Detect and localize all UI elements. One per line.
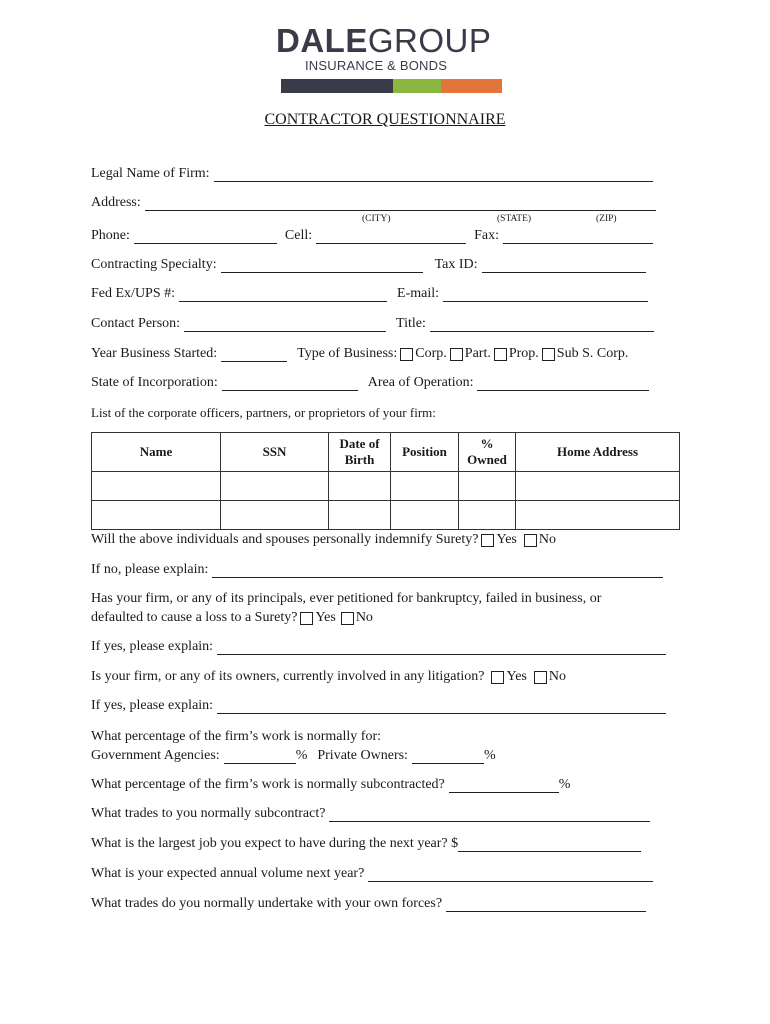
table-row xyxy=(92,501,680,530)
fedex-field[interactable] xyxy=(179,288,387,302)
table-cell[interactable] xyxy=(516,472,680,501)
own-forces-field[interactable] xyxy=(446,898,646,912)
contact-label: Contact Person: xyxy=(91,316,181,331)
litigation-yes-label: Yes xyxy=(506,669,527,684)
contact-row xyxy=(91,316,654,332)
contact-field[interactable] xyxy=(184,318,386,332)
bankruptcy-explain-field[interactable] xyxy=(217,641,666,655)
specialty-field[interactable] xyxy=(221,259,423,273)
cell-label: Cell: xyxy=(284,228,313,243)
legal-name-label: Legal Name of Firm: xyxy=(91,166,210,181)
tax-id-field[interactable] xyxy=(482,259,646,273)
indemnify-no-checkbox[interactable] xyxy=(524,534,537,547)
operation-area-label: Area of Operation: xyxy=(367,375,474,390)
table-cell[interactable] xyxy=(459,501,516,530)
subcontracted-percent: % xyxy=(558,777,571,792)
litigation-no-label: No xyxy=(548,669,566,684)
prop-label: Prop. xyxy=(508,346,539,361)
litigation-no-checkbox[interactable] xyxy=(534,671,547,684)
business-type-row xyxy=(91,346,628,362)
address-field[interactable] xyxy=(145,197,656,211)
indemnify-question: Will the above individuals and spouses personally indemnify Surety? xyxy=(91,532,479,547)
phone-row xyxy=(91,228,653,244)
private-label: Private Owners: xyxy=(317,748,408,763)
government-percent: % xyxy=(295,748,308,763)
year-started-field[interactable] xyxy=(221,348,287,362)
header-dob-text: Date of Birth xyxy=(339,436,380,467)
logo-bar-orange xyxy=(441,79,502,93)
own-forces-question: What trades do you normally undertake with your own forces? xyxy=(91,896,443,911)
business-type-label: Type of Business: xyxy=(297,346,398,361)
largest-job-row xyxy=(91,836,641,852)
percentage-row xyxy=(91,748,496,764)
address-row xyxy=(91,195,656,211)
email-field[interactable] xyxy=(443,288,648,302)
litigation-explain-label: If yes, please explain: xyxy=(91,698,214,713)
header-dob xyxy=(329,433,391,472)
bankruptcy-explain-label: If yes, please explain: xyxy=(91,639,214,654)
table-cell[interactable] xyxy=(221,472,329,501)
city-label: (CITY) xyxy=(362,214,391,224)
if-no-label: If no, please explain: xyxy=(91,562,209,577)
logo-word-bold: DALE xyxy=(276,22,368,59)
officers-intro: List of the corporate officers, partners, or proprietors of your firm: xyxy=(91,405,436,420)
header-owned xyxy=(459,433,516,472)
table-cell[interactable] xyxy=(391,472,459,501)
subcontracted-row xyxy=(91,777,570,793)
contact-title-field[interactable] xyxy=(430,318,654,332)
sub-s-corp-checkbox[interactable] xyxy=(542,348,555,361)
contact-title-label: Title: xyxy=(396,316,426,331)
table-cell[interactable] xyxy=(329,501,391,530)
incorporation-label: State of Incorporation: xyxy=(91,375,218,390)
bankruptcy-no-checkbox[interactable] xyxy=(341,612,354,625)
specialty-row xyxy=(91,257,646,273)
incorporation-row xyxy=(91,375,649,391)
largest-job-field[interactable] xyxy=(458,838,641,852)
fedex-row xyxy=(91,286,648,302)
bankruptcy-explain-row xyxy=(91,639,666,655)
percentage-intro: What percentage of the firm’s work is normally for: xyxy=(91,729,382,744)
logo-bar-green xyxy=(393,79,442,93)
officers-intro-row xyxy=(91,405,436,421)
header-name: Name xyxy=(92,433,221,472)
government-field[interactable] xyxy=(224,750,296,764)
zip-label: (ZIP) xyxy=(596,214,617,224)
indemnify-row xyxy=(91,532,556,548)
prop-checkbox[interactable] xyxy=(494,348,507,361)
litigation-yes-checkbox[interactable] xyxy=(491,671,504,684)
state-label: (STATE) xyxy=(497,214,532,224)
logo-word-regular: GROUP xyxy=(367,22,492,59)
address-label: Address: xyxy=(91,195,141,210)
indemnify-no-label: No xyxy=(538,532,556,547)
page-title xyxy=(0,111,770,129)
indemnify-yes-checkbox[interactable] xyxy=(481,534,494,547)
tax-id-label: Tax ID: xyxy=(434,257,478,272)
bankruptcy-yes-checkbox[interactable] xyxy=(300,612,313,625)
annual-volume-row xyxy=(91,866,653,882)
largest-job-question: What is the largest job you expect to have during the next year? $ xyxy=(91,836,459,851)
operation-area-field[interactable] xyxy=(477,377,649,391)
cell-field[interactable] xyxy=(316,230,466,244)
company-logo xyxy=(276,24,502,93)
officers-header-row xyxy=(92,433,680,472)
subcontracted-question: What percentage of the firm’s work is normally subcontracted? xyxy=(91,777,445,792)
table-cell[interactable] xyxy=(391,501,459,530)
officers-table xyxy=(91,432,680,530)
government-label: Government Agencies: xyxy=(91,748,220,763)
fax-field[interactable] xyxy=(503,230,653,244)
year-started-label: Year Business Started: xyxy=(91,346,218,361)
corp-checkbox[interactable] xyxy=(400,348,413,361)
private-field[interactable] xyxy=(412,750,484,764)
trades-sub-question: What trades to you normally subcontract? xyxy=(91,806,326,821)
incorporation-field[interactable] xyxy=(222,377,358,391)
header-home-address: Home Address xyxy=(516,433,680,472)
sub-s-corp-label: Sub S. Corp. xyxy=(556,346,629,361)
trades-sub-row xyxy=(91,806,650,822)
specialty-label: Contracting Specialty: xyxy=(91,257,217,272)
logo-bar-dark xyxy=(281,79,393,93)
fax-label: Fax: xyxy=(474,228,500,243)
if-no-field[interactable] xyxy=(212,564,663,578)
bankruptcy-yes-label: Yes xyxy=(315,610,336,625)
logo-subtitle: INSURANCE & BONDS xyxy=(305,58,448,73)
table-cell[interactable] xyxy=(516,501,680,530)
bankruptcy-no-label: No xyxy=(355,610,373,625)
part-label: Part. xyxy=(464,346,491,361)
litigation-explain-field[interactable] xyxy=(217,700,666,714)
annual-volume-question: What is your expected annual volume next year? xyxy=(91,866,365,881)
table-cell[interactable] xyxy=(221,501,329,530)
litigation-explain-row xyxy=(91,698,666,714)
bankruptcy-question-line2: defaulted to cause a loss to a Surety? xyxy=(91,610,298,625)
corp-label: Corp. xyxy=(415,346,447,361)
legal-name-field[interactable] xyxy=(214,168,653,182)
litigation-question: Is your firm, or any of its owners, currently involved in any litigation? xyxy=(91,669,485,684)
header-position: Position xyxy=(391,433,459,472)
fedex-label: Fed Ex/UPS #: xyxy=(91,286,176,301)
page-title-text: CONTRACTOR QUESTIONNAIRE xyxy=(264,111,506,128)
annual-volume-field[interactable] xyxy=(368,868,653,882)
logo-color-bars xyxy=(281,79,502,93)
header-ssn: SSN xyxy=(221,433,329,472)
table-cell[interactable] xyxy=(92,472,221,501)
part-checkbox[interactable] xyxy=(450,348,463,361)
litigation-row xyxy=(91,669,566,685)
table-cell[interactable] xyxy=(92,501,221,530)
trades-sub-field[interactable] xyxy=(329,808,650,822)
subcontracted-field[interactable] xyxy=(449,779,559,793)
header-owned-text: % Owned xyxy=(467,436,507,467)
bankruptcy-row-1 xyxy=(91,591,601,607)
phone-field[interactable] xyxy=(134,230,277,244)
if-no-row xyxy=(91,562,663,578)
bankruptcy-question-line1: Has your firm, or any of its principals, ever petitioned for bankruptcy, failed in business, or xyxy=(91,591,602,606)
phone-label: Phone: xyxy=(91,228,130,243)
logo-wordmark xyxy=(276,24,502,57)
table-row xyxy=(92,472,680,501)
table-cell[interactable] xyxy=(329,472,391,501)
legal-name-row xyxy=(91,166,653,182)
percentage-intro-row xyxy=(91,729,381,745)
email-label: E-mail: xyxy=(397,286,440,301)
private-percent: % xyxy=(483,748,496,763)
bankruptcy-row-2 xyxy=(91,610,373,626)
table-cell[interactable] xyxy=(459,472,516,501)
indemnify-yes-label: Yes xyxy=(496,532,517,547)
own-forces-row xyxy=(91,896,646,912)
